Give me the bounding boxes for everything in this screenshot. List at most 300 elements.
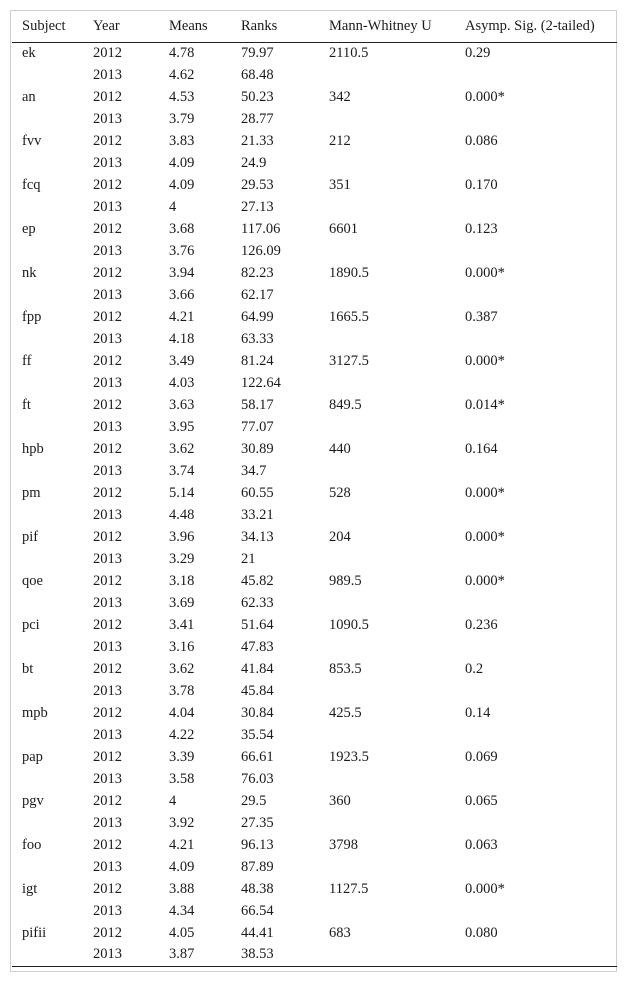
means-cell: 4.05: [169, 924, 195, 941]
means-cell: 4.21: [169, 308, 195, 325]
subject-cell: [12, 152, 93, 174]
ranks-cell: 62.17: [241, 286, 274, 303]
ranks-cell: 27.35: [241, 814, 274, 831]
ranks-cell: 34.13: [241, 528, 274, 545]
subject-cell: foo: [22, 836, 42, 853]
mann-whitney-u-cell: 683: [329, 924, 351, 941]
asymp-sig-cell: [465, 768, 617, 790]
subject-cell: mpb: [22, 704, 48, 721]
mann-whitney-u-cell: 440: [329, 440, 351, 457]
mann-whitney-u-cell: 2110.5: [329, 45, 369, 62]
year-cell: 2013: [93, 682, 122, 699]
table-row: [12, 306, 617, 328]
means-cell: 4.09: [169, 176, 195, 193]
asymp-sig-cell: [465, 900, 617, 922]
ranks-cell: 60.55: [241, 484, 274, 501]
subject-cell: [12, 724, 93, 746]
means-cell: 3.29: [169, 550, 195, 567]
table-row: [12, 526, 617, 548]
asymp-sig-cell: 0.069: [465, 748, 498, 765]
year-cell: 2013: [93, 944, 169, 966]
year-cell: 2013: [93, 902, 122, 919]
mann-whitney-u-cell: [329, 460, 465, 482]
table-body: [12, 42, 617, 966]
subject-cell: fcq: [22, 176, 41, 193]
year-cell: 2013: [93, 638, 122, 655]
means-cell: 3.39: [169, 748, 195, 765]
mann-whitney-u-cell: 425.5: [329, 704, 362, 721]
subject-cell: [12, 856, 93, 878]
year-cell: 2012: [93, 264, 122, 281]
ranks-cell: 58.17: [241, 396, 274, 413]
year-cell: 2013: [93, 242, 122, 259]
year-cell: 2013: [93, 374, 122, 391]
year-cell: 2012: [93, 176, 122, 193]
ranks-cell: 63.33: [241, 330, 274, 347]
year-cell: 2013: [93, 418, 122, 435]
mann-whitney-u-cell: 1665.5: [329, 308, 369, 325]
asymp-sig-cell: [465, 856, 617, 878]
mann-whitney-u-cell: [329, 196, 465, 218]
table-row: [12, 548, 617, 570]
subject-cell: [12, 592, 93, 614]
table-row: [12, 504, 617, 526]
year-cell: 2012: [93, 220, 122, 237]
year-cell: 2013: [93, 506, 122, 523]
subject-cell: [12, 548, 93, 570]
means-cell: 4.62: [169, 66, 195, 83]
asymp-sig-cell: 0.000*: [465, 484, 505, 501]
mann-whitney-u-cell: 360: [329, 792, 351, 809]
year-cell: 2013: [93, 770, 122, 787]
table-row: [12, 724, 617, 746]
subject-cell: [12, 64, 93, 86]
asymp-sig-cell: 0.236: [465, 616, 498, 633]
table-row: [12, 130, 617, 152]
year-cell: 2012: [93, 484, 122, 501]
means-cell: 4.18: [169, 330, 195, 347]
mann-whitney-u-cell: [329, 724, 465, 746]
means-cell: 3.83: [169, 132, 195, 149]
mann-whitney-u-cell: [329, 636, 465, 658]
subject-cell: [12, 284, 93, 306]
subject-cell: [12, 108, 93, 130]
asymp-sig-cell: 0.000*: [465, 88, 505, 105]
table-row: [12, 636, 617, 658]
table-row: [12, 900, 617, 922]
year-cell: 2013: [93, 330, 122, 347]
ranks-cell: 27.13: [241, 198, 274, 215]
means-cell: 3.49: [169, 352, 195, 369]
table-row: [12, 152, 617, 174]
means-cell: 4: [169, 792, 177, 809]
year-cell: 2013: [93, 550, 122, 567]
year-cell: 2012: [93, 308, 122, 325]
year-cell: 2012: [93, 352, 122, 369]
subject-cell: fpp: [22, 308, 42, 325]
means-cell: 4.78: [169, 45, 195, 62]
mann-whitney-u-cell: 989.5: [329, 572, 362, 589]
table-row: [12, 64, 617, 86]
subject-cell: qoe: [22, 572, 43, 589]
table-row: [12, 856, 617, 878]
mann-whitney-u-cell: [329, 592, 465, 614]
mann-whitney-u-cell: [329, 416, 465, 438]
ranks-cell: 66.54: [241, 902, 274, 919]
ranks-cell: 79.97: [241, 45, 274, 62]
mann-whitney-u-cell: 528: [329, 484, 351, 501]
year-cell: 2013: [93, 814, 122, 831]
table-row: [12, 922, 617, 944]
subject-cell: [12, 636, 93, 658]
means-cell: 3.68: [169, 220, 195, 237]
header-ranks: Ranks: [241, 12, 329, 42]
means-cell: 3.87: [169, 944, 241, 966]
mann-whitney-u-cell: 351: [329, 176, 351, 193]
mann-whitney-u-cell: [329, 856, 465, 878]
asymp-sig-cell: 0.123: [465, 220, 498, 237]
mann-whitney-u-cell: [329, 944, 465, 966]
ranks-cell: 21.33: [241, 132, 274, 149]
table-header-row: [12, 12, 617, 42]
ranks-cell: 96.13: [241, 836, 274, 853]
table-row: [12, 944, 617, 966]
subject-cell: pgv: [22, 792, 44, 809]
subject-cell: pifii: [22, 924, 47, 941]
asymp-sig-cell: [465, 196, 617, 218]
subject-cell: pif: [22, 528, 39, 545]
subject-cell: [12, 240, 93, 262]
asymp-sig-cell: 0.063: [465, 836, 498, 853]
means-cell: 3.88: [169, 880, 195, 897]
asymp-sig-cell: [465, 504, 617, 526]
means-cell: 3.16: [169, 638, 195, 655]
ranks-cell: 126.09: [241, 242, 281, 259]
ranks-cell: 51.64: [241, 616, 274, 633]
asymp-sig-cell: [465, 460, 617, 482]
asymp-sig-cell: 0.000*: [465, 264, 505, 281]
asymp-sig-cell: [465, 64, 617, 86]
means-cell: 4.04: [169, 704, 195, 721]
subject-cell: [12, 944, 93, 966]
year-cell: 2012: [93, 132, 122, 149]
subject-cell: [12, 416, 93, 438]
year-cell: 2012: [93, 396, 122, 413]
asymp-sig-cell: 0.14: [465, 704, 491, 721]
mann-whitney-u-cell: [329, 328, 465, 350]
subject-cell: hpb: [22, 440, 44, 457]
means-cell: 3.76: [169, 242, 195, 259]
asymp-sig-cell: 0.014*: [465, 396, 505, 413]
ranks-cell: 66.61: [241, 748, 274, 765]
mann-whitney-u-cell: 853.5: [329, 660, 362, 677]
asymp-sig-cell: 0.000*: [465, 528, 505, 545]
asymp-sig-cell: [465, 812, 617, 834]
year-cell: 2012: [93, 616, 122, 633]
year-cell: 2012: [93, 880, 122, 897]
table-row: [12, 372, 617, 394]
header-mann-whitney-u: Mann-Whitney U: [329, 12, 465, 42]
means-cell: 4.53: [169, 88, 195, 105]
asymp-sig-cell: [465, 636, 617, 658]
ranks-cell: 30.89: [241, 440, 274, 457]
means-cell: 3.94: [169, 264, 195, 281]
header-subject: Subject: [12, 12, 93, 42]
means-cell: 5.14: [169, 484, 195, 501]
subject-cell: [12, 900, 93, 922]
table-row: [12, 196, 617, 218]
table-row: [12, 350, 617, 372]
table-row: [12, 768, 617, 790]
mann-whitney-u-cell: 1127.5: [329, 880, 369, 897]
mann-whitney-u-cell: 204: [329, 528, 351, 545]
table-row: [12, 328, 617, 350]
asymp-sig-cell: 0.170: [465, 176, 498, 193]
subject-cell: nk: [22, 264, 37, 281]
subject-cell: [12, 460, 93, 482]
asymp-sig-cell: [465, 328, 617, 350]
subject-cell: fvv: [22, 132, 42, 149]
means-cell: 3.63: [169, 396, 195, 413]
ranks-cell: 64.99: [241, 308, 274, 325]
asymp-sig-cell: 0.000*: [465, 572, 505, 589]
subject-cell: [12, 328, 93, 350]
table-row: [12, 262, 617, 284]
table-row: [12, 614, 617, 636]
table-row: [12, 108, 617, 130]
ranks-cell: 35.54: [241, 726, 274, 743]
year-cell: 2013: [93, 66, 122, 83]
year-cell: 2013: [93, 110, 122, 127]
ranks-cell: 76.03: [241, 770, 274, 787]
subject-cell: pm: [22, 484, 41, 501]
ranks-cell: 48.38: [241, 880, 274, 897]
asymp-sig-cell: 0.065: [465, 792, 498, 809]
ranks-cell: 29.53: [241, 176, 274, 193]
subject-cell: [12, 768, 93, 790]
ranks-cell: 34.7: [241, 462, 267, 479]
year-cell: 2012: [93, 836, 122, 853]
asymp-sig-cell: [465, 240, 617, 262]
means-cell: 3.18: [169, 572, 195, 589]
header-year: Year: [93, 12, 169, 42]
subject-cell: an: [22, 88, 36, 105]
ranks-cell: 29.5: [241, 792, 267, 809]
year-cell: 2013: [93, 462, 122, 479]
mann-whitney-u-cell: [329, 64, 465, 86]
year-cell: 2012: [93, 528, 122, 545]
ranks-cell: 38.53: [241, 944, 329, 966]
table-row: [12, 394, 617, 416]
mann-whitney-u-cell: [329, 152, 465, 174]
mann-whitney-u-cell: 3127.5: [329, 352, 369, 369]
year-cell: 2012: [93, 660, 122, 677]
asymp-sig-cell: [465, 680, 617, 702]
ranks-cell: 87.89: [241, 858, 274, 875]
table-row: [12, 460, 617, 482]
subject-cell: ek: [22, 45, 36, 62]
ranks-cell: 24.9: [241, 154, 267, 171]
ranks-cell: 41.84: [241, 660, 274, 677]
year-cell: 2012: [93, 88, 122, 105]
asymp-sig-cell: 0.000*: [465, 880, 505, 897]
ranks-cell: 77.07: [241, 418, 274, 435]
ranks-cell: 44.41: [241, 924, 274, 941]
table-row: [12, 702, 617, 724]
mann-whitney-u-cell: [329, 504, 465, 526]
subject-cell: igt: [22, 880, 38, 897]
mann-whitney-u-cell: 342: [329, 88, 351, 105]
table-row: [12, 174, 617, 196]
table-row: [12, 592, 617, 614]
ranks-cell: 30.84: [241, 704, 274, 721]
means-cell: 4.22: [169, 726, 195, 743]
asymp-sig-cell: 0.387: [465, 308, 498, 325]
table-row: [12, 284, 617, 306]
means-cell: 3.74: [169, 462, 195, 479]
ranks-cell: 45.82: [241, 572, 274, 589]
means-cell: 3.41: [169, 616, 195, 633]
year-cell: 2013: [93, 858, 122, 875]
table-frame: [10, 10, 617, 972]
ranks-cell: 50.23: [241, 88, 274, 105]
ranks-cell: 117.06: [241, 220, 281, 237]
asymp-sig-cell: [465, 416, 617, 438]
means-cell: 3.58: [169, 770, 195, 787]
means-cell: 3.96: [169, 528, 195, 545]
mann-whitney-u-cell: [329, 372, 465, 394]
mann-whitney-u-cell: [329, 812, 465, 834]
ranks-cell: 62.33: [241, 594, 274, 611]
table-row: [12, 416, 617, 438]
asymp-sig-cell: 0.29: [465, 45, 491, 62]
means-cell: 4.03: [169, 374, 195, 391]
means-cell: 3.62: [169, 440, 195, 457]
table-row: [12, 746, 617, 768]
year-cell: 2012: [93, 704, 122, 721]
mann-whitney-u-cell: [329, 900, 465, 922]
mann-whitney-u-cell: [329, 108, 465, 130]
table-row: [12, 834, 617, 856]
ranks-cell: 45.84: [241, 682, 274, 699]
asymp-sig-cell: 0.080: [465, 924, 498, 941]
means-cell: 3.69: [169, 594, 195, 611]
means-cell: 4.34: [169, 902, 195, 919]
table-row: [12, 86, 617, 108]
means-cell: 4.48: [169, 506, 195, 523]
mann-whitney-u-cell: 212: [329, 132, 351, 149]
subject-cell: [12, 680, 93, 702]
table-row: [12, 240, 617, 262]
ranks-cell: 21: [241, 550, 256, 567]
year-cell: 2012: [93, 924, 122, 941]
asymp-sig-cell: 0.2: [465, 660, 484, 677]
ranks-cell: 47.83: [241, 638, 274, 655]
ranks-cell: 68.48: [241, 66, 274, 83]
table-row: [12, 570, 617, 592]
mann-whitney-u-cell: 3798: [329, 836, 358, 853]
year-cell: 2013: [93, 726, 122, 743]
ranks-cell: 81.24: [241, 352, 274, 369]
mann-whitney-u-cell: 1090.5: [329, 616, 369, 633]
table-row: [12, 438, 617, 460]
subject-cell: pci: [22, 616, 40, 633]
subject-cell: [12, 504, 93, 526]
header-means: Means: [169, 12, 241, 42]
subject-cell: bt: [22, 660, 34, 677]
mann-whitney-u-cell: 6601: [329, 220, 358, 237]
asymp-sig-cell: [465, 724, 617, 746]
means-cell: 3.62: [169, 660, 195, 677]
asymp-sig-cell: [465, 372, 617, 394]
year-cell: 2012: [93, 440, 122, 457]
asymp-sig-cell: [465, 152, 617, 174]
subject-cell: ep: [22, 220, 36, 237]
ranks-cell: 82.23: [241, 264, 274, 281]
year-cell: 2012: [93, 572, 122, 589]
asymp-sig-cell: [465, 108, 617, 130]
year-cell: 2013: [93, 594, 122, 611]
asymp-sig-cell: [465, 592, 617, 614]
means-cell: 3.78: [169, 682, 195, 699]
means-cell: 3.66: [169, 286, 195, 303]
table-row: [12, 790, 617, 812]
table-row: [12, 218, 617, 240]
table-row: [12, 878, 617, 900]
means-cell: 4: [169, 198, 177, 215]
ranks-cell: 33.21: [241, 506, 274, 523]
mann-whitney-u-cell: [329, 768, 465, 790]
subject-cell: pap: [22, 748, 43, 765]
year-cell: 2013: [93, 286, 122, 303]
means-cell: 4.21: [169, 836, 195, 853]
table-row: [12, 812, 617, 834]
subject-cell: ft: [22, 396, 31, 413]
ranks-cell: 122.64: [241, 374, 281, 391]
table-row: [12, 42, 617, 64]
year-cell: 2012: [93, 792, 122, 809]
means-cell: 4.09: [169, 154, 195, 171]
means-cell: 3.79: [169, 110, 195, 127]
year-cell: 2013: [93, 154, 122, 171]
ranks-cell: 28.77: [241, 110, 274, 127]
asymp-sig-cell: 0.000*: [465, 352, 505, 369]
mann-whitney-u-cell: [329, 240, 465, 262]
asymp-sig-cell: 0.164: [465, 440, 498, 457]
mann-whitney-u-cell: [329, 284, 465, 306]
table-row: [12, 680, 617, 702]
asymp-sig-cell: [465, 548, 617, 570]
table-row: [12, 658, 617, 680]
subject-cell: [12, 196, 93, 218]
asymp-sig-cell: [465, 944, 617, 966]
table-row: [12, 482, 617, 504]
mann-whitney-u-cell: 1890.5: [329, 264, 369, 281]
mann-whitney-u-cell: 849.5: [329, 396, 362, 413]
mann-whitney-table: [12, 12, 617, 967]
mann-whitney-u-cell: [329, 548, 465, 570]
year-cell: 2013: [93, 198, 122, 215]
mann-whitney-u-cell: 1923.5: [329, 748, 369, 765]
subject-cell: [12, 372, 93, 394]
asymp-sig-cell: 0.086: [465, 132, 498, 149]
means-cell: 3.95: [169, 418, 195, 435]
year-cell: 2012: [93, 45, 122, 62]
subject-cell: ff: [22, 352, 32, 369]
header-asymp-sig: Asymp. Sig. (2-tailed): [465, 12, 617, 42]
means-cell: 3.92: [169, 814, 195, 831]
year-cell: 2012: [93, 748, 122, 765]
